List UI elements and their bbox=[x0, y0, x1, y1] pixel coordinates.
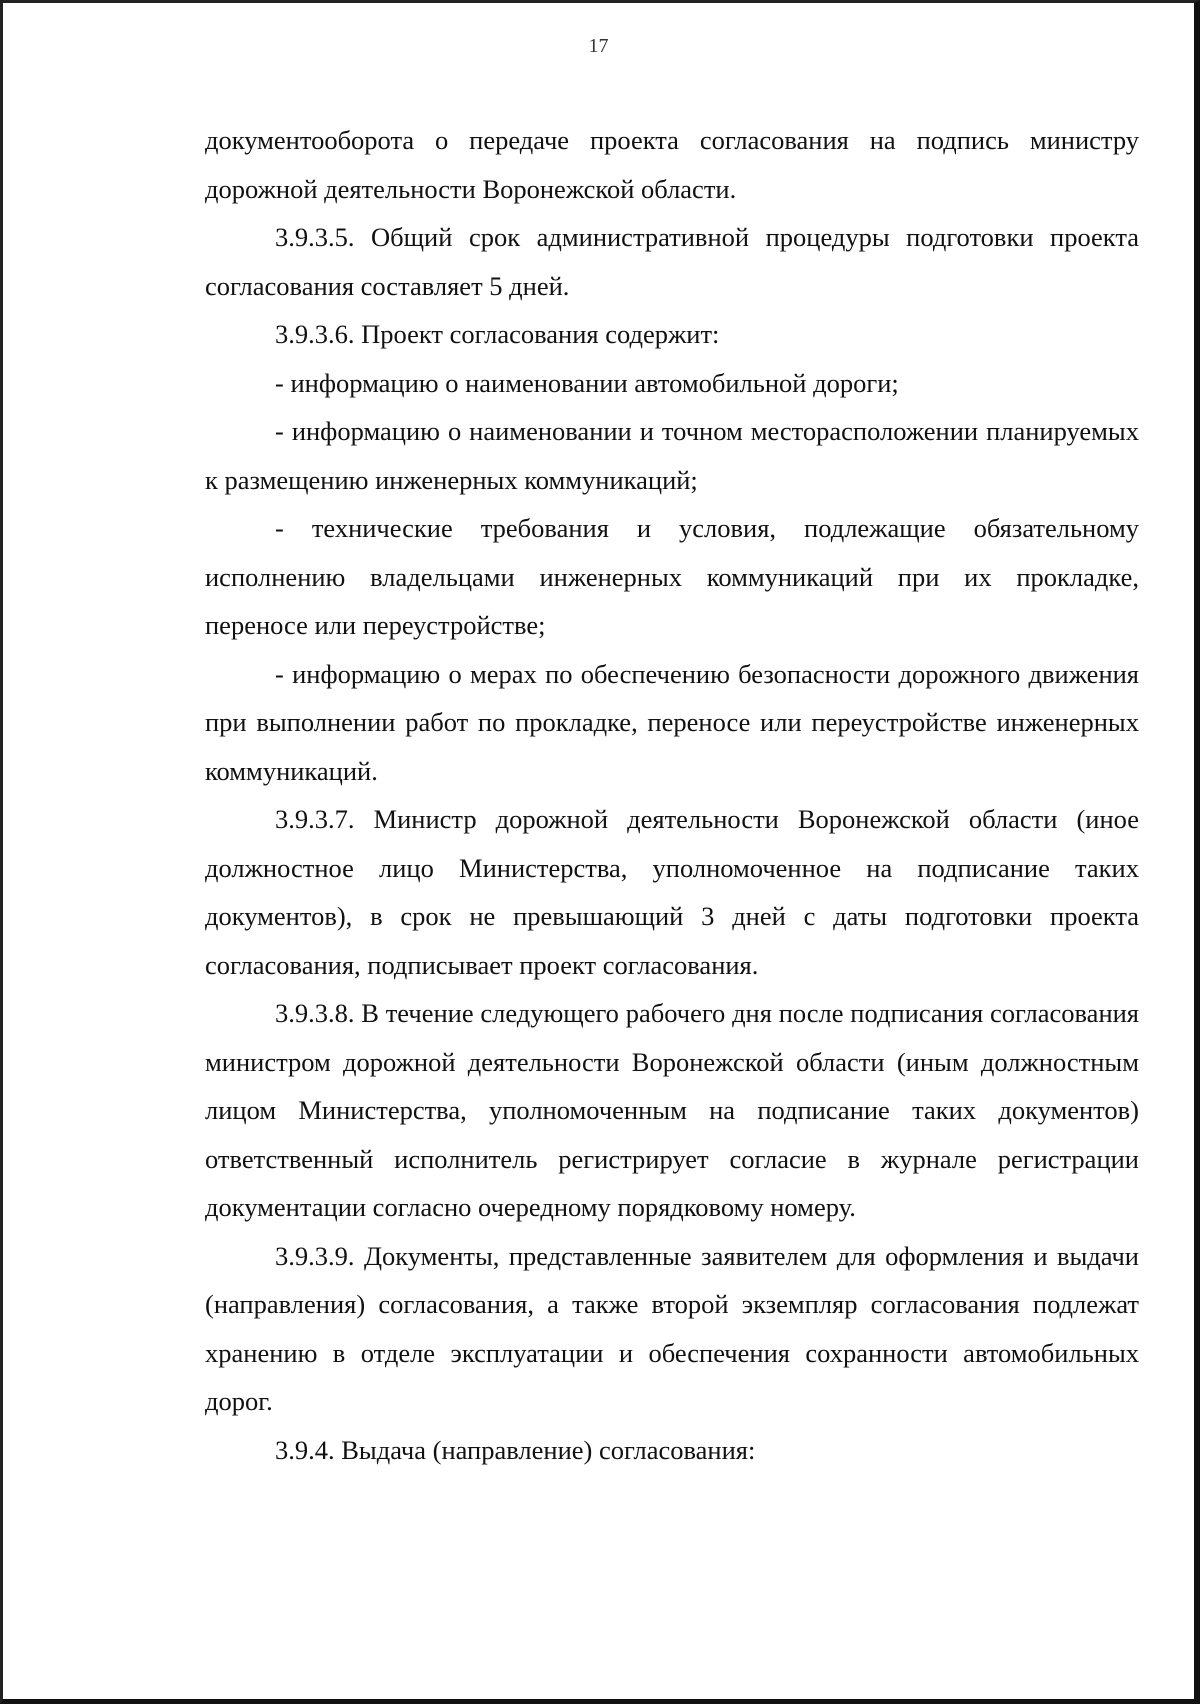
page-number: 17 bbox=[588, 35, 609, 57]
paragraph-3-9-3-7: 3.9.3.7. Министр дорожной деятельности Воронежской области (иное должностное лицо Министерства, уполномоченное на подписание таких документов), в срок не превышающий 3 дней с даты подготовки проекта согласования, подписывает проект согласования. bbox=[205, 804, 1139, 980]
paragraph-3-9-3-9: 3.9.3.9. Документы, представленные заявителем для оформления и выдачи (направления) согласования, а также второй экземпляр согласования подлежат хранению в отделе эксплуатации и обеспечения сохранности автомобильных дорог. bbox=[205, 1240, 1139, 1416]
list-item-technical-requirements: - технические требования и условия, подлежащие обязательному исполнению владельцами инженерных коммуникаций при их прокладке, переносе или переустройстве; bbox=[205, 513, 1139, 640]
paragraph-3-9-4: 3.9.4. Выдача (направление) согласования: bbox=[275, 1434, 756, 1465]
paragraph-continuation: документооборота о передаче проекта согласования на подпись министру дорожной деятельности Воронежской области. bbox=[205, 125, 1139, 204]
document-body bbox=[205, 116, 1139, 1474]
paragraph-3-9-3-6: 3.9.3.6. Проект согласования содержит: bbox=[275, 319, 720, 349]
list-item-utility-location: - информацию о наименовании и точном месторасположении планируемых к размещению инженерных коммуникаций; bbox=[205, 416, 1139, 495]
paragraph-3-9-3-8: 3.9.3.8. В течение следующего рабочего дня после подписания согласования министром дорожной деятельности Воронежской области (иным должностным лицом Министерства, уполномоченным на подписание таких документов) ответственный исполнитель регистрирует согласие в журнале регистрации документации согласно очередному порядковому номеру. bbox=[205, 998, 1139, 1222]
list-item-traffic-safety: - информацию о мерах по обеспечению безопасности дорожного движения при выполнении работ по прокладке, переносе или переустройстве инженерных коммуникаций. bbox=[205, 658, 1139, 786]
paragraph-3-9-3-5: 3.9.3.5. Общий срок административной процедуры подготовки проекта согласования составляет 5 дней. bbox=[205, 222, 1139, 301]
list-item-road-name: - информацию о наименовании автомобильной дороги; bbox=[275, 367, 899, 398]
